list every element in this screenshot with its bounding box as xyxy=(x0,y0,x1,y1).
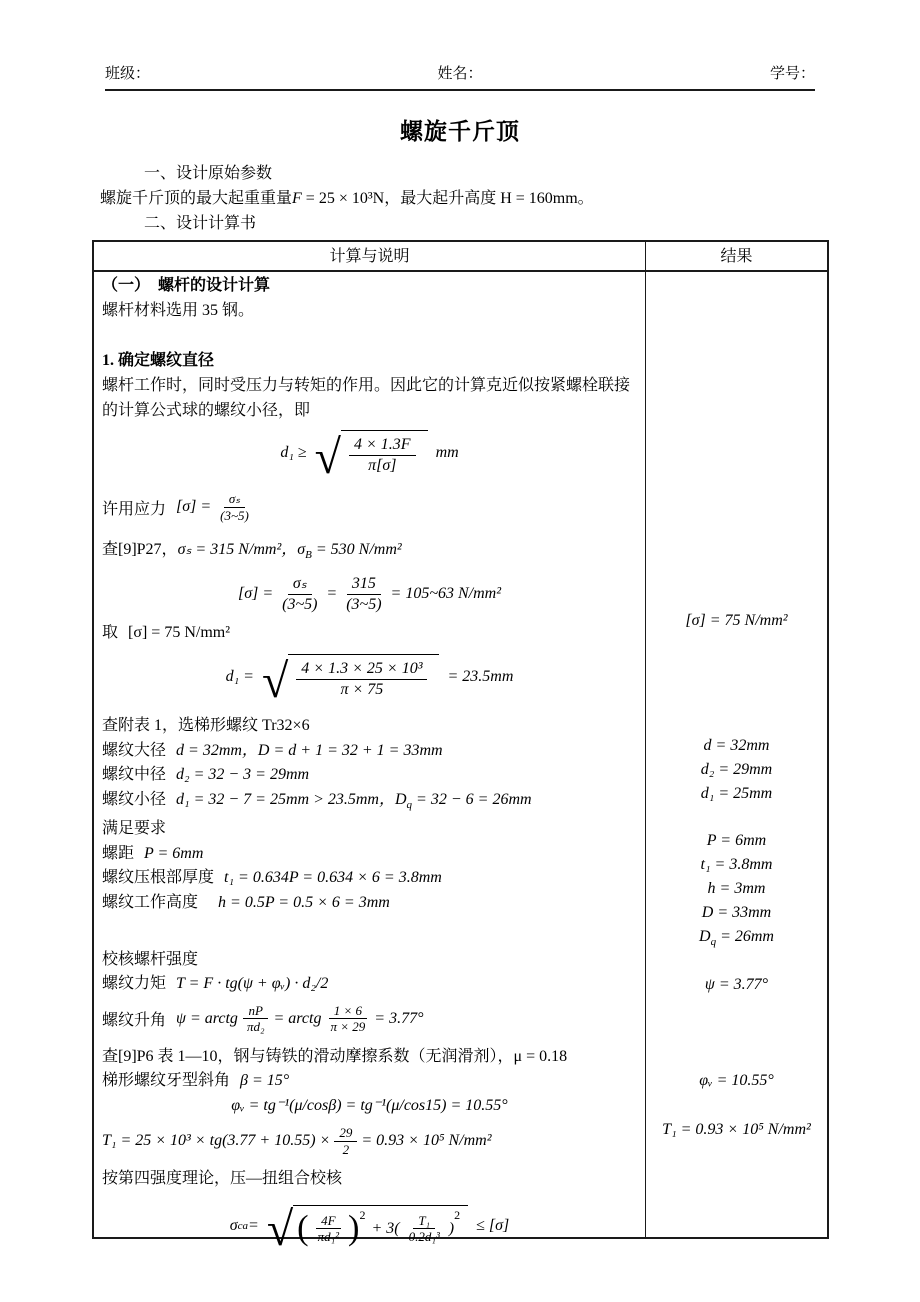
major-diameter-line: 螺纹大径 d = 32mm，D = d + 1 = 32 + 1 = 33mm xyxy=(102,741,443,759)
result-d1: d₁ = 25mm xyxy=(700,785,773,802)
result-phi-v: φᵥ = 10.55° xyxy=(699,1072,774,1089)
calculation-table xyxy=(92,240,829,1256)
formula-allowable-stress-calc: [σ] = $\frac{\text{σₛ}}{(3\sim 5)}$ = $\frac{315}{(3\sim 5)}$ = 105~63 N/mm² xyxy=(237,574,502,613)
pitch-line: 螺距 P = 6mm xyxy=(102,844,204,862)
page-title: 螺旋千斤顶 xyxy=(400,119,520,144)
minor-diameter-line: 螺纹小径 d₁ = 32 − 7 = 25mm > 23.5mm，$D_q = 32 - 6 = 26mm$ xyxy=(102,790,532,811)
result-d: d = 32mm xyxy=(703,737,770,754)
intro-line-2: 螺旋千斤顶的最大起重重量F = 25 × 10³N，最大起升高度 H = 160mm。 xyxy=(100,190,594,207)
root-thickness-line: 螺纹压根部厚度 t₁ = 0.634P = 0.634 × 6 = 3.8mm xyxy=(102,869,442,887)
calculation-column xyxy=(94,272,646,1256)
check-strength-line: 校核螺杆强度 xyxy=(102,950,199,968)
intro-line-3: 二、设计计算书 xyxy=(144,215,257,232)
table-header-row xyxy=(94,242,827,272)
radical-sign: √ xyxy=(261,655,289,708)
blank-line xyxy=(102,323,637,348)
intro-line-1: 一、设计原始参数 xyxy=(144,165,273,182)
col-header-result: 结果 xyxy=(720,248,753,265)
class-label: 班级： xyxy=(105,66,151,82)
result-T1: T₁ = 0.93 × 10⁵ N/mm² xyxy=(662,1121,811,1138)
page-header xyxy=(105,62,815,91)
formula-sigma-ca: σ ca = √ ( $\frac{4F}{\text{πd₁²}}$ ) 2 + 3( $\frac{\text{T₁}}{\text{0.2d₁³}}$ ) 2 ≤ [σ] xyxy=(229,1202,510,1256)
paragraph-thread-diameter: 螺杆工作时，同时受压力与转矩的作用。因此它的计算克近似按紧螺栓联接的计算公式球的螺纹小径，即 xyxy=(102,377,631,419)
col-header-calculation: 计算与说明 xyxy=(94,242,646,270)
section-2-title: 1. 确定螺纹直径 xyxy=(102,352,215,369)
take-sigma-line: 取 [σ] = 75 N/mm² xyxy=(102,624,231,642)
fourth-theory-line: 按第四强度理论，压—扭组合校核 xyxy=(102,1170,343,1188)
result-t1-thickness: t₁ = 3.8mm xyxy=(700,856,773,873)
bevel-angle-line: 梯形螺纹牙型斜角 β = 15° xyxy=(102,1072,290,1090)
allowable-stress-line: 许用应力 [σ] = $\frac{\text{σₛ}}{(3\sim 5)}$ xyxy=(102,490,249,523)
formula-d1-calculated: d₁ = √ $\frac{\text{4 × 1.3 × 25 × 10³}}{\pi \times 75}$ = 23.5mm xyxy=(225,655,514,708)
middle-diameter-line: 螺纹中径 d₂ = 32 − 3 = 29mm xyxy=(102,766,310,784)
satisfied-line: 满足要求 xyxy=(102,820,167,838)
friction-coefficient-line: 查[9]P6 表 1—10，钢与铸铁的滑动摩擦系数（无润滑剂），μ = 0.18 xyxy=(102,1047,568,1065)
radical-sign: √ xyxy=(266,1202,294,1256)
name-label: 姓名： xyxy=(437,66,483,82)
lookup-p27-line: 查[9]P27，σₛ = 315 N/mm²，$\sigma_B = 530$ N/mm² xyxy=(102,541,402,562)
lead-angle-line: 螺纹升角 ψ = arctg $\frac{nP}{\text{πd₂}}$ = arctg $\frac{1 \times 6}{\pi \times 29}$ = 3.77° xyxy=(102,1002,424,1035)
student-id-label: 学号： xyxy=(769,66,815,82)
result-column xyxy=(646,272,827,1237)
blank-line xyxy=(102,915,637,940)
torque-line: 螺纹力矩 T = F · tg(ψ + φᵥ) · d₂/2 xyxy=(102,975,329,993)
working-height-line: 螺纹工作高度 h = 0.5P = 0.5 × 6 = 3mm xyxy=(102,893,390,911)
result-d2: d₂ = 29mm xyxy=(700,761,773,778)
table-body xyxy=(94,272,827,1256)
result-pitch: P = 6mm xyxy=(706,832,767,849)
tr-selection-line: 查附表 1，选梯形螺纹 Tr32×6 xyxy=(102,717,310,735)
phi-v-line: φᵥ = tg⁻¹(μ/cosβ) = tg⁻¹(μ/cos15) = 10.55° xyxy=(231,1096,508,1114)
result-h: h = 3mm xyxy=(707,880,766,897)
result-D: D = 33mm xyxy=(701,904,772,921)
formula-d1-requirement: d₁ ≥ √ $\frac{4 \times 1.3F}{\pi[\sigma]}$ mm xyxy=(280,430,459,484)
intro-section xyxy=(100,161,820,236)
result-sigma-allow: [σ] = 75 N/mm² xyxy=(685,612,788,629)
result-Dq: $D_q = 26mm$ xyxy=(699,928,774,949)
radical-sign: √ xyxy=(314,430,341,484)
section-1-title: （一） 螺杆的设计计算 xyxy=(102,277,271,294)
t1-calculation-line: T₁ = 25 × 10³ × tg(3.77 + 10.55) × $\frac{29}{2}$ = 0.93 × 10⁵ N/mm² xyxy=(102,1125,492,1157)
material-line: 螺杆材料选用 35 钢。 xyxy=(102,302,255,319)
result-psi: ψ = 3.77° xyxy=(704,976,769,993)
